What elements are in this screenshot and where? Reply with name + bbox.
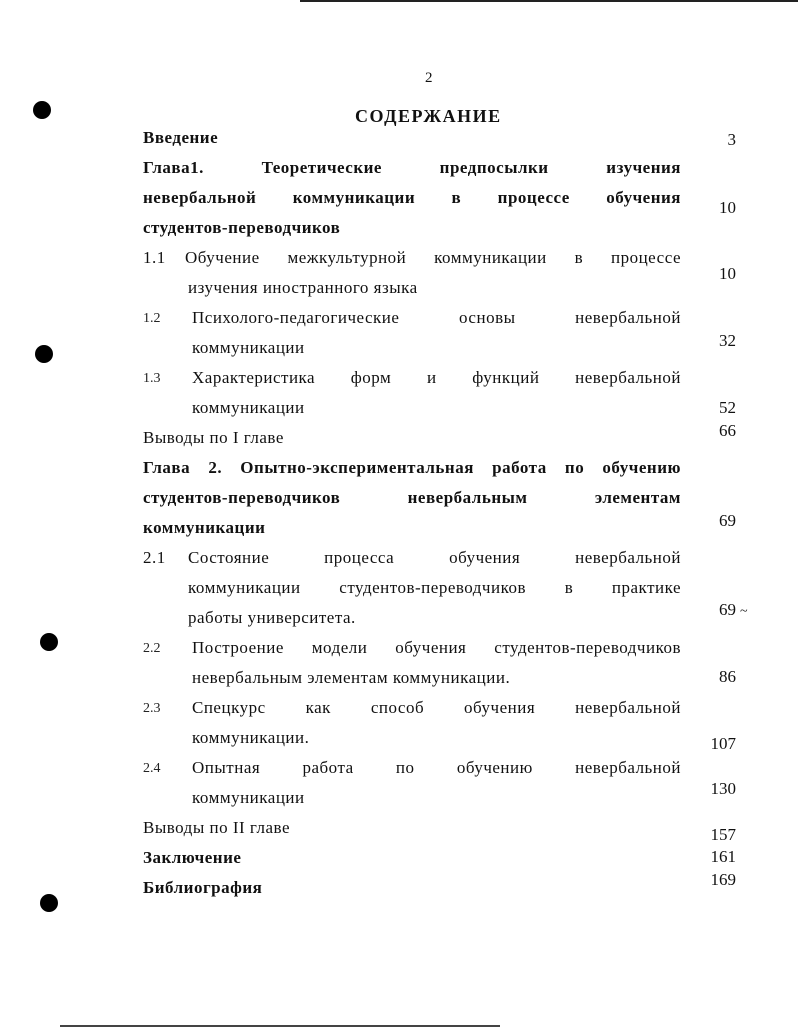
chapter2-conclusion-label: Выводы по II главе [143, 818, 291, 837]
section-1-2-line1: Психолого-педагогические основы невербальной [192, 308, 681, 327]
section-number: 1.1 [143, 248, 166, 267]
chapter2-title-line3: коммуникации [143, 518, 266, 537]
scan-border-top [300, 0, 798, 2]
chapter2-page: 69 [719, 511, 736, 530]
section-1-3-line1: Характеристика форм и функций невербальной [192, 368, 681, 387]
section-number: 1.3 [143, 371, 161, 386]
toc-intro-label: Введение [143, 128, 219, 147]
section-1-2-page: 32 [719, 331, 736, 350]
page-number: 2 [425, 70, 433, 86]
toc-bibliography-page: 169 [710, 870, 736, 889]
section-number: 2.2 [143, 641, 161, 656]
section-1-1-page: 10 [719, 264, 736, 283]
section-2-4-page: 130 [710, 779, 736, 798]
chapter1-conclusion-page: 66 [719, 421, 736, 440]
chapter1-title-line1: Глава1. Теоретические предпосылки изучения [143, 158, 681, 177]
section-number: 2.1 [143, 548, 166, 567]
section-2-2-line2: невербальным элементам коммуникации. [192, 668, 511, 687]
section-2-1-line3: работы университета. [188, 608, 356, 627]
toc-closing-label: Заключение [143, 848, 242, 867]
scan-mark: ~ [740, 604, 748, 619]
section-1-1-line1: Обучение межкультурной коммуникации в процессе [185, 248, 681, 267]
chapter2-title-line2: студентов-переводчиков невербальным элементам [143, 488, 681, 507]
chapter1-page: 10 [719, 198, 736, 217]
section-number: 2.4 [143, 761, 161, 776]
section-2-1-line2: коммуникации студентов-переводчиков в практике [188, 578, 681, 597]
page-title: СОДЕРЖАНИЕ [355, 106, 502, 126]
punch-hole-icon [40, 894, 58, 912]
section-2-3-line2: коммуникации. [192, 728, 310, 747]
section-number: 2.3 [143, 701, 161, 716]
chapter1-conclusion-label: Выводы по I главе [143, 428, 284, 447]
section-1-1-line2: изучения иностранного языка [188, 278, 418, 297]
toc-bibliography-label: Библиография [143, 878, 263, 897]
chapter1-title-line2: невербальной коммуникации в процессе обучения [143, 188, 681, 207]
chapter2-conclusion-page: 157 [710, 825, 736, 844]
section-number: 1.2 [143, 311, 161, 326]
section-2-1-line1: Состояние процесса обучения невербальной [188, 548, 681, 567]
punch-hole-icon [35, 345, 53, 363]
section-2-3-page: 107 [710, 734, 736, 753]
scan-border-bottom [60, 1025, 500, 1027]
section-1-3-line2: коммуникации [192, 398, 305, 417]
section-1-2-line2: коммуникации [192, 338, 305, 357]
section-2-4-line1: Опытная работа по обучению невербальной [192, 758, 681, 777]
chapter2-title-line1: Глава 2. Опытно-экспериментальная работа по обучению [143, 458, 681, 477]
punch-hole-icon [40, 633, 58, 651]
section-2-2-page: 86 [719, 667, 736, 686]
section-2-1-page: 69 [719, 600, 736, 619]
section-2-2-line1: Построение модели обучения студентов-переводчиков [192, 638, 681, 657]
section-2-3-line1: Спецкурс как способ обучения невербальной [192, 698, 681, 717]
section-2-4-line2: коммуникации [192, 788, 305, 807]
toc-intro-page: 3 [727, 130, 736, 149]
section-1-3-page: 52 [719, 398, 736, 417]
toc-closing-page: 161 [710, 847, 736, 866]
chapter1-title-line3: студентов-переводчиков [143, 218, 341, 237]
punch-hole-icon [33, 101, 51, 119]
